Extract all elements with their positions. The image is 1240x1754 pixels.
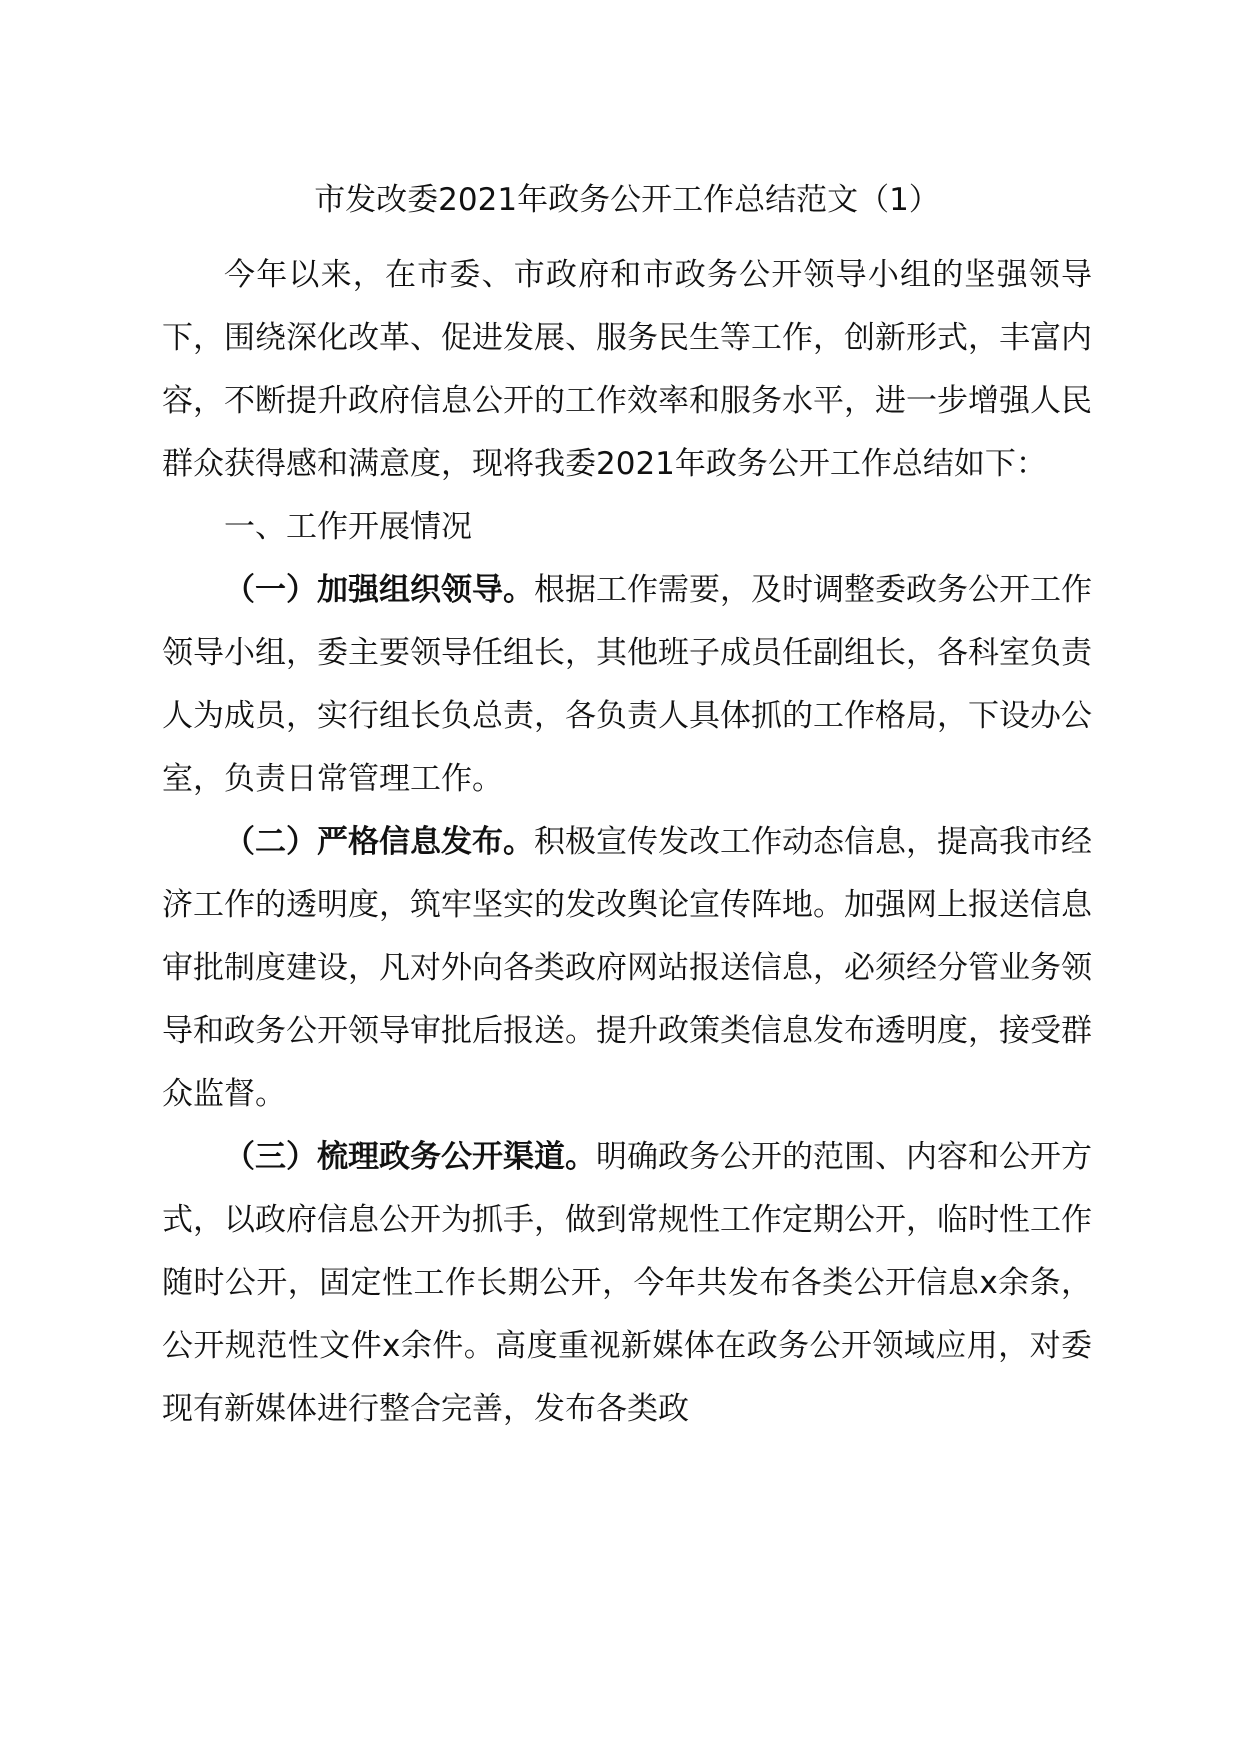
section-heading: 一、工作开展情况 [224, 509, 472, 545]
item-paragraph-3 [162, 1126, 1092, 1441]
item-paragraph-2 [162, 811, 1092, 1126]
item-body-2: 积极宣传发改工作动态信息，提高我市经济工作的透明度，筑牢坚实的发改舆论宣传阵地。加强网上报送信息审批制度建设，凡对外向各类政府网站报送信息，必须经分管业务领导和政务公开领导审批后报送。提升政策类信息发布透明度，接受群众监督。 [162, 824, 1092, 1112]
item-body-3: 明确政务公开的范围、内容和公开方式，以政府信息公开为抓手，做到常规性工作定期公开，临时性工作随时公开，固定性工作长期公开，今年共发布各类公开信息x余条，公开规范性文件x余件。高度重视新媒体在政务公开领域应用，对委现有新媒体进行整合完善，发布各类政 [162, 1139, 1092, 1427]
item-paragraph-1 [162, 559, 1092, 811]
item-lead-3: （三）梳理政务公开渠道。 [224, 1139, 596, 1175]
document-title: 市发改委2021年政务公开工作总结范文（1） [314, 182, 940, 218]
item-body-1: 根据工作需要，及时调整委政务公开工作领导小组，委主要领导任组长，其他班子成员任副组长，各科室负责人为成员，实行组长负总责，各负责人具体抓的工作格局，下设办公室，负责日常管理工作。 [162, 572, 1092, 797]
document-page [162, 178, 1092, 1441]
item-lead-1: （一）加强组织领导。 [224, 572, 534, 608]
item-lead-2: （二）严格信息发布。 [224, 824, 534, 860]
intro-paragraph: 今年以来，在市委、市政府和市政务公开领导小组的坚强领导下，围绕深化改革、促进发展、服务民生等工作，创新形式，丰富内容，不断提升政府信息公开的工作效率和服务水平，进一步增强人民群众获得感和满意度，现将我委2021年政务公开工作总结如下： [162, 257, 1092, 482]
